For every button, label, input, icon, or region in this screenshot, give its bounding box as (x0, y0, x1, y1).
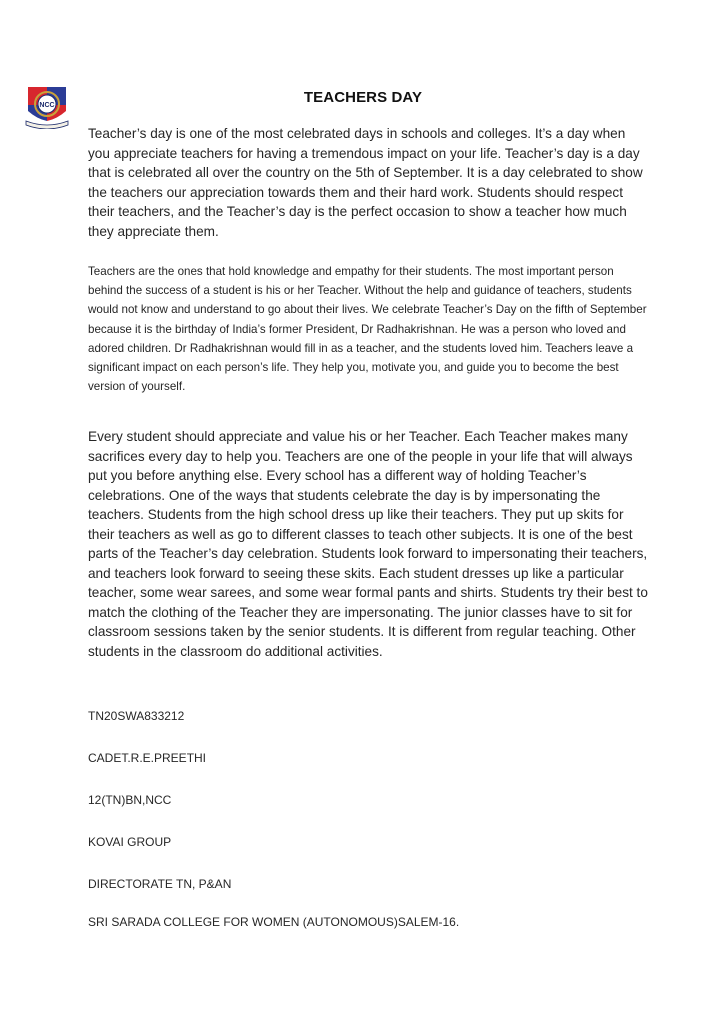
registration-number: TN20SWA833212 (88, 709, 185, 723)
paragraph-intro: Teacher’s day is one of the most celebrated days in schools and colleges. It’s a day when you appreciate teachers for having a tremendous impact on your life. Teacher’s day is a day that is celebrated all over the country on the 5th of September. It is a day celebrated to show the teachers our appreciation towards them and their hard work. Students should respect their teachers, and the Teacher’s day is the perfect occasion to show a teacher how much they appreciate them. (88, 126, 643, 239)
group-name: KOVAI GROUP (88, 835, 172, 849)
svg-text:NCC: NCC (39, 102, 55, 109)
directorate-name: DIRECTORATE TN, P&AN (88, 877, 232, 891)
page-title: TEACHERS DAY (303, 89, 423, 106)
cadet-name: CADET.R.E.PREETHI (88, 751, 207, 765)
paragraph-radhakrishnan: Teachers are the ones that hold knowledge and empathy for their students. The most important person behind the success of a student is his or her Teacher. Without the help and guidance of teachers, students would not know and understand to go about their lives. We celebrate Teacher’s Day on the fifth of September because it is the birthday of India’s former President, Dr Radhakrishnan. He was a person who loved and adored children. Dr Radhakrishnan would fill in as a teacher, and the students loved him. Teachers leave a significant impact on each person’s life. They help you, motivate you, and guide you to become the best version of yourself. (88, 265, 647, 394)
battalion-unit: 12(TN)BN,NCC (88, 793, 172, 807)
college-name: SRI SARADA COLLEGE FOR WOMEN (AUTONOMOUS)SALEM-16. (88, 915, 460, 929)
paragraph-celebration: Every student should appreciate and value his or her Teacher. Each Teacher makes many sacrifices every day to help you. Teachers are one of the people in your life that will always put you before anything else. Every school has a different way of holding Teacher’s celebrations. One of the ways that students celebrate the day is by impersonating the teachers. Students from the high school dress up like their teachers. They put up skits for their teachers as well as go to different classes to teach other subjects. It is one of the best parts of the Teacher’s day celebration. Students look forward to impersonating their teachers, and teachers look forward to seeing these skits. Each student dresses up like a particular teacher, some wear sarees, and some wear formal pants and shirts. Students try their best to match the clothing of the Teacher they are impersonating. The junior classes have to sit for classroom sessions taken by the senior students. It is different from regular teaching. Other students in the classroom do additional activities. (88, 429, 648, 659)
